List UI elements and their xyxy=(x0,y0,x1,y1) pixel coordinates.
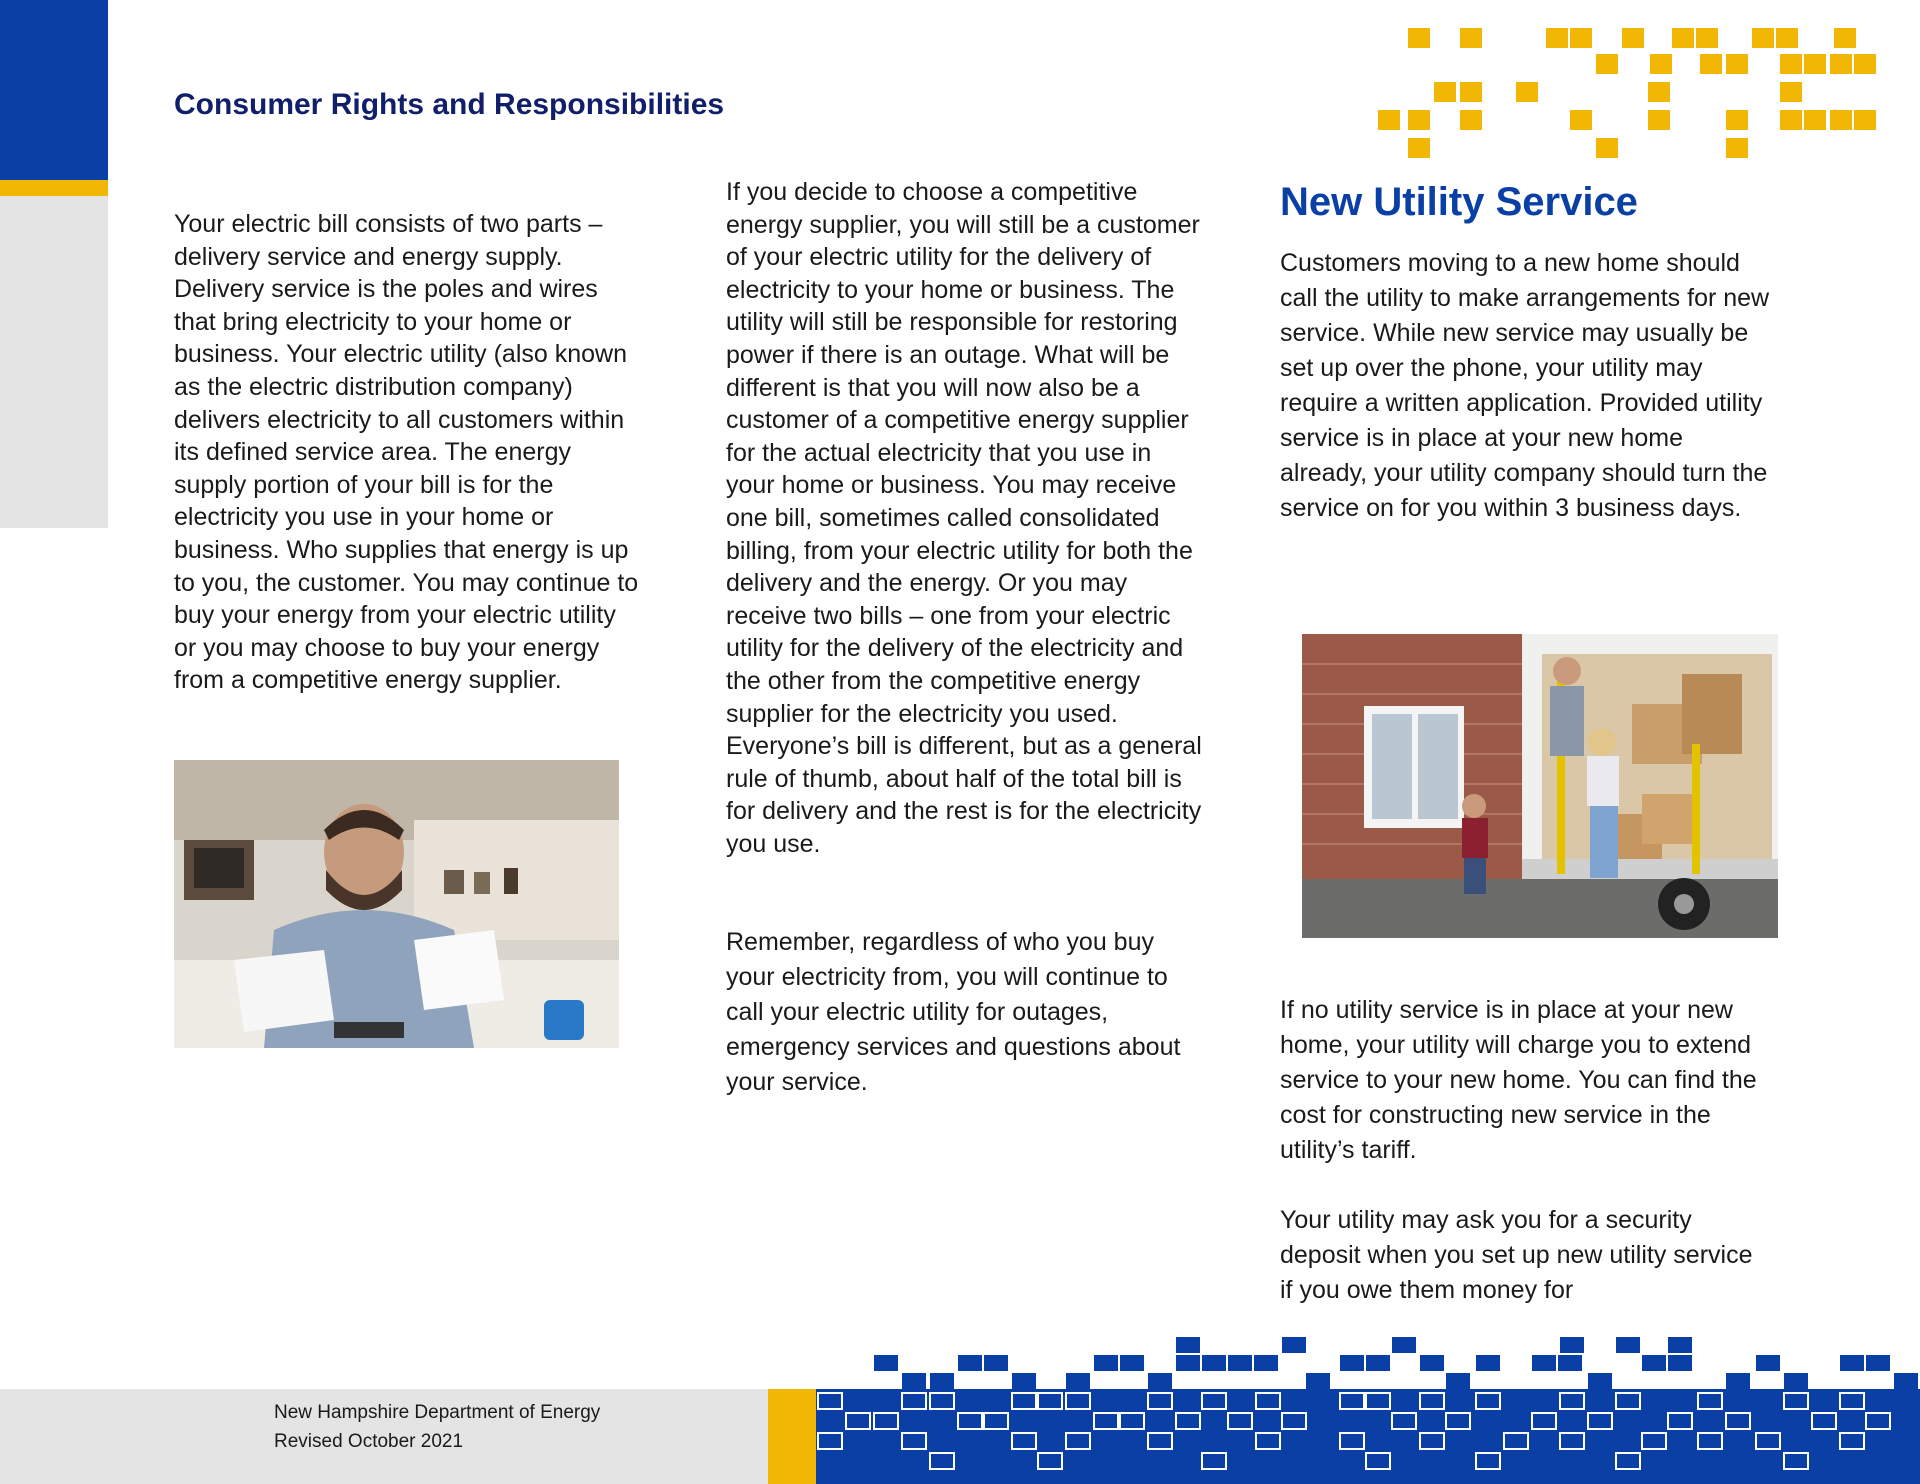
competitive-supplier-paragraph: If you decide to choose a competitive energy supplier, you will still be a customer of your electric utility for the delivery of electricity to your home or business. The utility will still be responsible for restoring power if there is an outage. What will be different is that you will now also be a customer of a competitive energy supplier for the actual electricity that you use in your home or business. You may receive one bill, sometimes called consolidated billing, from your electric utility for both the delivery and the energy. Or you may receive two bills – one from your electric utility for the delivery of the electricity and the other from the competitive energy supplier for the electricity you used. Everyone’s bill is different, but as a general rule of thumb, about half of the total bill is for delivery and the rest is for the electricity you use. xyxy=(726,178,1202,858)
section-heading: New Utility Service xyxy=(1280,180,1638,224)
footer-square-pattern xyxy=(816,1335,1920,1484)
left-band-gray xyxy=(0,196,108,528)
new-service-paragraph: Customers moving to a new home should call the utility to make arrangements for new service. While new service may usually be set up over the phone, your utility may require a written application. Provided utility service is in place at your new home already, your utility company should turn the service on for you within 3 business days. xyxy=(1280,249,1770,522)
security-deposit-paragraph: Your utility may ask you for a security deposit when you set up new utility service if you owe them money for xyxy=(1280,1206,1753,1304)
top-square-pattern xyxy=(1360,20,1920,170)
footer-revision-date: Revised October 2021 xyxy=(274,1431,464,1452)
footer-organization: New Hampshire Department of Energy xyxy=(274,1402,601,1423)
no-service-paragraph: If no utility service is in place at your new home, your utility will charge you to extend service to your new home. You can find the cost for constructing new service in the utility’s tariff. xyxy=(1280,996,1757,1164)
left-band-blue xyxy=(0,0,108,180)
man-reading-bill-photo xyxy=(174,760,619,1048)
family-moving-photo xyxy=(1302,634,1778,938)
left-band-yellow xyxy=(0,180,108,196)
footer-text xyxy=(274,1398,600,1456)
footer-yellow-bar xyxy=(768,1389,816,1484)
bill-parts-paragraph: Your electric bill consists of two parts – delivery service and energy supply. Delivery service is the poles and wires that bring electricity to your home or business. Your electric utility (also known as the electric distribution company) delivers electricity to all customers within its defined service area. The energy supply portion of your bill is for the electricity you use in your home or business. Who supplies that energy is up to you, the customer. You may continue to buy your energy from your electric utility or you may choose to buy your energy from a competitive energy supplier. xyxy=(174,210,639,695)
reminder-paragraph: Remember, regardless of who you buy your electricity from, you will continue to call your electric utility for outages, emergency services and questions about your service. xyxy=(726,928,1181,1096)
document-title: Consumer Rights and Responsibilities xyxy=(174,88,725,121)
